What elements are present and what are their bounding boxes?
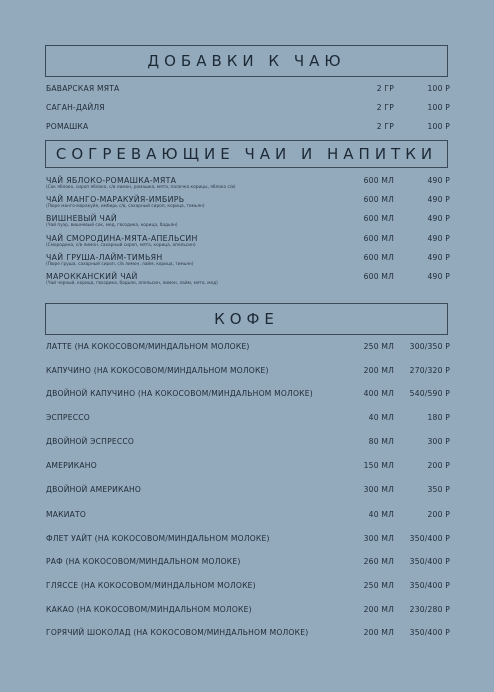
item-name: ЧАЙ ЯБЛОКО-РОМАШКА-МЯТА bbox=[46, 176, 177, 185]
item-price: 300/350 Р bbox=[409, 342, 450, 351]
warming-title: СОГРЕВАЮЩИЕ ЧАИ И НАПИТКИ bbox=[45, 140, 448, 168]
item-name: ЭСПРЕССО bbox=[46, 413, 90, 422]
item-price: 350/400 Р bbox=[409, 534, 450, 543]
item-volume: 80 МЛ bbox=[368, 437, 394, 446]
item-price: 490 Р bbox=[427, 234, 450, 243]
item-price: 100 Р bbox=[427, 122, 450, 131]
item-price: 490 Р bbox=[427, 214, 450, 223]
item-name: ФЛЕТ УАЙТ (НА КОКОСОВОМ/МИНДАЛЬНОМ МОЛОКЕ) bbox=[46, 534, 270, 543]
item-description: (Чай черный, корица, гвоздика, бадьян, апельсин, лимон, лайм, мята, мед) bbox=[46, 281, 218, 286]
item-volume: 40 МЛ bbox=[368, 413, 394, 422]
item-name: ЧАЙ СМОРОДИНА-МЯТА-АПЕЛЬСИН bbox=[46, 234, 198, 243]
item-price: 100 Р bbox=[427, 103, 450, 112]
item-price: 100 Р bbox=[427, 84, 450, 93]
item-description: (Сок яблоко, сироп яблоко, с/в лимон, ромашка, мята, палочка корицы, яблоко с/в) bbox=[46, 185, 236, 190]
item-name: РАФ (НА КОКОСОВОМ/МИНДАЛЬНОМ МОЛОКЕ) bbox=[46, 557, 241, 566]
item-volume: 600 МЛ bbox=[363, 272, 394, 281]
item-volume: 40 МЛ bbox=[368, 510, 394, 519]
item-volume: 600 МЛ bbox=[363, 234, 394, 243]
item-name: МАКИАТО bbox=[46, 510, 87, 519]
item-price: 350/400 Р bbox=[409, 628, 450, 637]
item-description: (Смородина, с/в лимон, сахарный сироп, мята, корица, апельсин) bbox=[46, 243, 196, 248]
item-volume: 400 МЛ bbox=[363, 389, 394, 398]
item-name: ВИШНЕВЫЙ ЧАЙ bbox=[46, 214, 117, 223]
coffee-title: КОФЕ bbox=[45, 303, 448, 335]
item-name: БАВАРСКАЯ МЯТА bbox=[46, 84, 120, 93]
item-volume: 300 МЛ bbox=[363, 485, 394, 494]
item-price: 490 Р bbox=[427, 272, 450, 281]
item-volume: 150 МЛ bbox=[363, 461, 394, 470]
item-name: ЧАЙ МАНГО-МАРАКУЙЯ-ИМБИРЬ bbox=[46, 195, 185, 204]
item-price: 230/280 Р bbox=[409, 605, 450, 614]
item-name: ЛАТТЕ (НА КОКОСОВОМ/МИНДАЛЬНОМ МОЛОКЕ) bbox=[46, 342, 250, 351]
item-name: КАКАО (НА КОКОСОВОМ/МИНДАЛЬНОМ МОЛОКЕ) bbox=[46, 605, 252, 614]
item-volume: 250 МЛ bbox=[363, 342, 394, 351]
additives-title: ДОБАВКИ К ЧАЮ bbox=[45, 45, 448, 77]
item-description: (Пюре манго-маракуйя, имбирь с/в, сахарный сироп, корица, тимьян) bbox=[46, 204, 205, 209]
item-price: 490 Р bbox=[427, 195, 450, 204]
item-price: 180 Р bbox=[427, 413, 450, 422]
item-name: ДВОЙНОЙ ЭСПРЕССО bbox=[46, 437, 135, 446]
item-volume: 2 ГР bbox=[376, 84, 394, 93]
item-price: 490 Р bbox=[427, 253, 450, 262]
item-name: ГОРЯЧИЙ ШОКОЛАД (НА КОКОСОВОМ/МИНДАЛЬНОМ МОЛОКЕ) bbox=[46, 628, 309, 637]
item-price: 350 Р bbox=[427, 485, 450, 494]
item-volume: 600 МЛ bbox=[363, 195, 394, 204]
item-name: АМЕРИКАНО bbox=[46, 461, 97, 470]
item-volume: 200 МЛ bbox=[363, 366, 394, 375]
item-name: ЧАЙ ГРУША-ЛАЙМ-ТИМЬЯН bbox=[46, 253, 163, 262]
item-name: ГЛЯССЕ (НА КОКОСОВОМ/МИНДАЛЬНОМ МОЛОКЕ) bbox=[46, 581, 256, 590]
item-price: 350/400 Р bbox=[409, 581, 450, 590]
item-price: 300 Р bbox=[427, 437, 450, 446]
item-name: РОМАШКА bbox=[46, 122, 89, 131]
item-name: ДВОЙНОЙ АМЕРИКАНО bbox=[46, 485, 142, 494]
item-name: МАРОККАНСКИЙ ЧАЙ bbox=[46, 272, 138, 281]
item-volume: 200 МЛ bbox=[363, 605, 394, 614]
item-name: ДВОЙНОЙ КАПУЧИНО (НА КОКОСОВОМ/МИНДАЛЬНОМ МОЛОКЕ) bbox=[46, 389, 313, 398]
item-name: КАПУЧИНО (НА КОКОСОВОМ/МИНДАЛЬНОМ МОЛОКЕ) bbox=[46, 366, 269, 375]
item-price: 350/400 Р bbox=[409, 557, 450, 566]
item-volume: 250 МЛ bbox=[363, 581, 394, 590]
item-name: САГАН-ДАЙЛЯ bbox=[46, 103, 105, 112]
item-price: 540/590 Р bbox=[409, 389, 450, 398]
item-price: 270/320 Р bbox=[409, 366, 450, 375]
item-price: 490 Р bbox=[427, 176, 450, 185]
item-description: (Чай пуэр, вишневый сок, мед, гвоздика, корица, бадьян) bbox=[46, 223, 178, 228]
item-volume: 600 МЛ bbox=[363, 253, 394, 262]
item-volume: 2 ГР bbox=[376, 122, 394, 131]
item-volume: 2 ГР bbox=[376, 103, 394, 112]
item-price: 200 Р bbox=[427, 461, 450, 470]
item-volume: 260 МЛ bbox=[363, 557, 394, 566]
item-price: 200 Р bbox=[427, 510, 450, 519]
item-volume: 600 МЛ bbox=[363, 214, 394, 223]
item-volume: 300 МЛ bbox=[363, 534, 394, 543]
item-description: (Пюре груша, сахарный сироп, с/в лимон, лайм, корица, тимьян) bbox=[46, 262, 194, 267]
item-volume: 200 МЛ bbox=[363, 628, 394, 637]
item-volume: 600 МЛ bbox=[363, 176, 394, 185]
